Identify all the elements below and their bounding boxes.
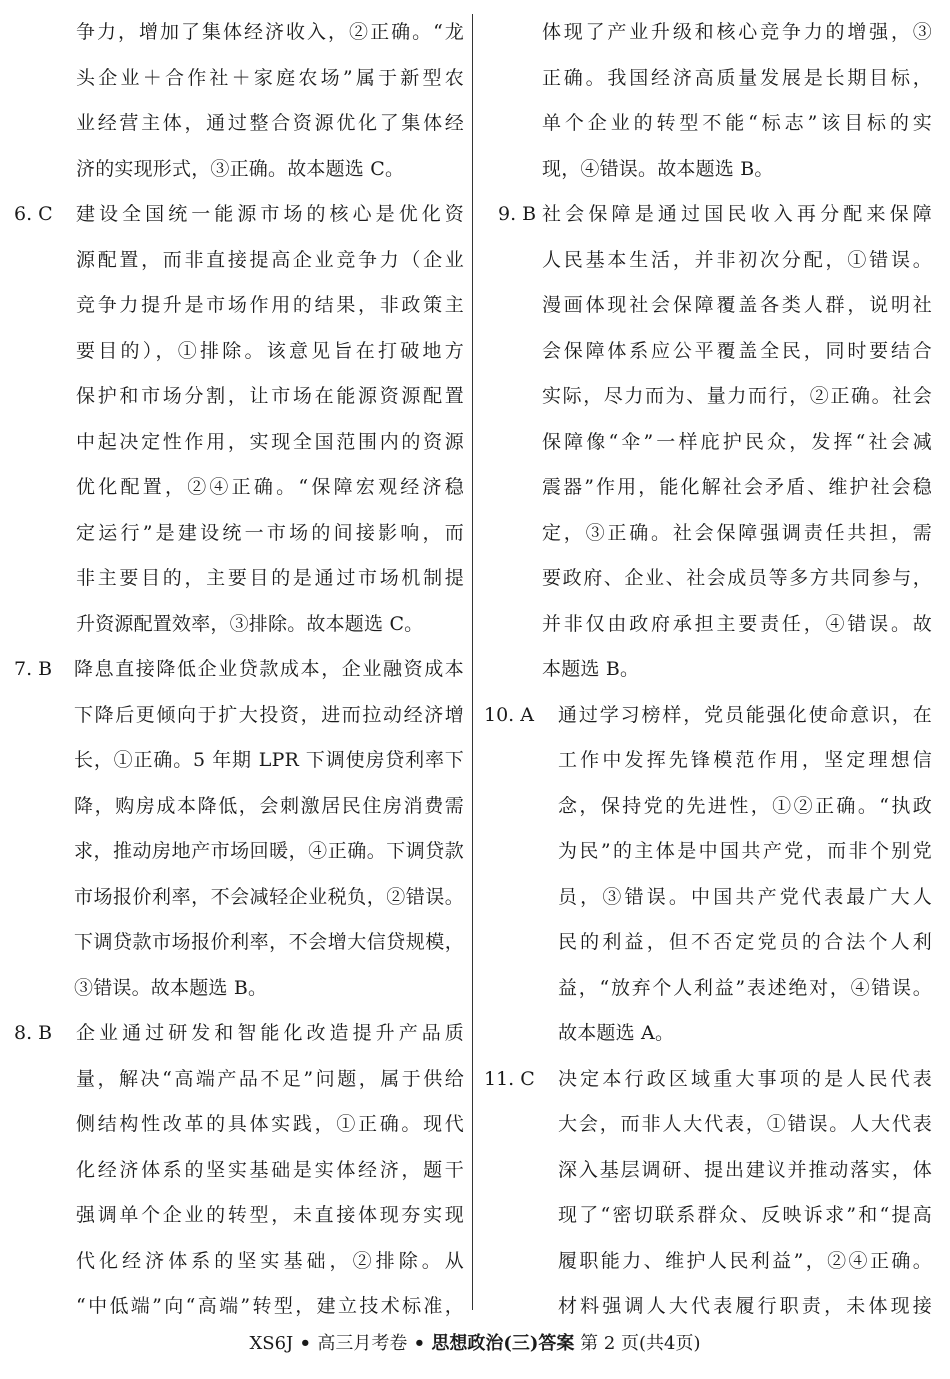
text-line: 优化配置，②④正确。“保障宏观经济稳	[76, 476, 464, 498]
text-line: 企业通过研发和智能化改造提升产品质	[76, 1022, 464, 1044]
text-line: 下调贷款市场报价利率，不会增大信贷规模，	[74, 931, 464, 953]
text-line: 源配置，而非直接提高企业竞争力（企业	[76, 248, 464, 271]
exam-code: XS6J	[249, 1333, 294, 1354]
text-line: 下降后更倾向于扩大投资，进而拉动经济增	[74, 703, 464, 726]
text-line: 民的利益，但不否定党员的合法个人利	[558, 931, 932, 953]
text-line: 代化经济体系的坚实基础，②排除。从	[76, 1249, 464, 1272]
text-line: 大会，而非人大代表，①错误。人大代表	[558, 1113, 932, 1135]
text-line: 业经营主体，通过整合资源优化了集体经	[76, 112, 464, 134]
right-column	[484, 10, 932, 1330]
text-line: 侧结构性改革的具体实践，①正确。现代	[76, 1113, 464, 1135]
page-number: 第 2 页(共4页)	[574, 1333, 701, 1354]
text-line: 争力，增加了集体经济收入，②正确。“龙	[76, 21, 464, 43]
text-line: “中低端”向“高端”转型，建立技术标准，	[76, 1295, 464, 1317]
text-line: 要目的），①排除。该意见旨在打破地方	[76, 339, 464, 362]
text-line: 深入基层调研、提出建议并推动落实，体	[558, 1158, 932, 1181]
text-line: 要政府、企业、社会成员等多方共同参与，	[542, 567, 932, 589]
text-line: 济的实现形式，③正确。故本题选 C。	[76, 157, 405, 180]
text-line: 履职能力、维护人民利益”，②④正确。	[558, 1249, 932, 1272]
question-number: 8. B	[14, 1022, 53, 1044]
subject-title: 思想政治(三)答案	[431, 1333, 575, 1354]
text-line: 念，保持党的先进性，①②正确。“执政	[558, 794, 932, 817]
text-line: 材料强调人大代表履行职责，未体现接	[558, 1295, 932, 1317]
text-line: 为民”的主体是中国共产党，而非个别党	[558, 840, 932, 862]
text-line: 社会保障是通过国民收入再分配来保障	[542, 203, 932, 225]
text-line: 保护和市场分割，让市场在能源资源配置	[76, 385, 464, 407]
text-line: 保障像“伞”一样庇护民众，发挥“社会减	[542, 430, 932, 453]
answer-item-6	[14, 192, 464, 647]
answer-item-8	[14, 1011, 464, 1330]
text-line: 决定本行政区域重大事项的是人民代表	[558, 1067, 932, 1090]
text-line: 长，①正确。5 年期 LPR 下调使房贷利率下	[74, 749, 464, 771]
text-line: 中起决定性作用，实现全国范围内的资源	[76, 430, 464, 453]
text-line: 强调单个企业的转型，未直接体现夯实现	[76, 1204, 464, 1226]
question-number: 7. B	[14, 658, 53, 680]
text-line: 现了“密切联系群众、反映诉求”和“提高	[558, 1204, 932, 1226]
text-line: 竞争力提升是市场作用的结果，非政策主	[76, 294, 464, 316]
text-line: 量，解决“高端产品不足”问题，属于供给	[76, 1067, 464, 1090]
answer-item-11	[484, 1057, 932, 1330]
text-line: 故本题选 A。	[558, 1022, 675, 1044]
answer-item-10	[484, 693, 932, 1057]
text-line: ③错误。故本题选 B。	[74, 976, 268, 999]
q8-continuation	[484, 10, 932, 192]
text-line: 定，③正确。社会保障强调责任共担，需	[542, 521, 932, 544]
text-line: 通过学习榜样，党员能强化使命意识，在	[558, 703, 932, 726]
text-line: 漫画体现社会保障覆盖各类人群，说明社	[542, 294, 932, 316]
footer-separator: •	[407, 1333, 432, 1354]
footer-separator: •	[293, 1333, 318, 1354]
text-line: 定运行”是建设统一市场的间接影响，而	[76, 521, 464, 544]
text-line: 头企业＋合作社＋家庭农场”属于新型农	[76, 66, 464, 89]
text-line: 现，④错误。故本题选 B。	[542, 157, 774, 180]
q5-continuation	[14, 10, 464, 192]
text-line: 工作中发挥先锋模范作用，坚定理想信	[558, 749, 932, 771]
column-divider	[472, 14, 473, 1310]
text-line: 实际，尽力而为、量力而行，②正确。社会	[542, 385, 932, 407]
text-line: 升资源配置效率，③排除。故本题选 C。	[76, 612, 424, 635]
exam-name: 高三月考卷	[317, 1333, 408, 1354]
text-line: 降，购房成本降低，会刺激居民住房消费需	[74, 794, 464, 817]
answer-item-9	[484, 192, 932, 693]
text-line: 非主要目的，主要目的是通过市场机制提	[76, 567, 464, 589]
text-line: 正确。我国经济高质量发展是长期目标，	[542, 66, 932, 89]
text-line: 并非仅由政府承担主要责任，④错误。故	[542, 612, 932, 635]
left-column	[14, 10, 464, 1330]
text-line: 单个企业的转型不能“标志”该目标的实	[542, 112, 932, 134]
text-line: 市场报价利率，不会减轻企业税负，②错误。	[74, 885, 464, 908]
text-line: 建设全国统一能源市场的核心是优化资	[76, 203, 464, 225]
text-line: 员，③错误。中国共产党代表最广大人	[558, 885, 932, 908]
text-line: 化经济体系的坚实基础是实体经济，题干	[76, 1158, 464, 1181]
text-line: 人民基本生活，并非初次分配，①错误。	[542, 248, 932, 271]
text-line: 体现了产业升级和核心竞争力的增强，③	[542, 21, 932, 43]
text-line: 降息直接降低企业贷款成本，企业融资成本	[74, 658, 464, 680]
question-number: 9. B	[498, 203, 537, 225]
text-line: 益，“放弃个人利益”表述绝对，④错误。	[558, 976, 932, 999]
question-number: 6. C	[14, 203, 53, 225]
text-line: 求，推动房地产市场回暖，④正确。下调贷款	[74, 840, 464, 862]
page-footer	[0, 1330, 950, 1358]
text-line: 会保障体系应公平覆盖全民，同时要结合	[542, 339, 932, 362]
answer-item-7	[14, 647, 464, 1011]
question-number: 11. C	[484, 1067, 535, 1090]
text-line: 震器”作用，能化解社会矛盾、维护社会稳	[542, 476, 932, 498]
question-number: 10. A	[484, 703, 534, 726]
text-line: 本题选 B。	[542, 658, 640, 680]
